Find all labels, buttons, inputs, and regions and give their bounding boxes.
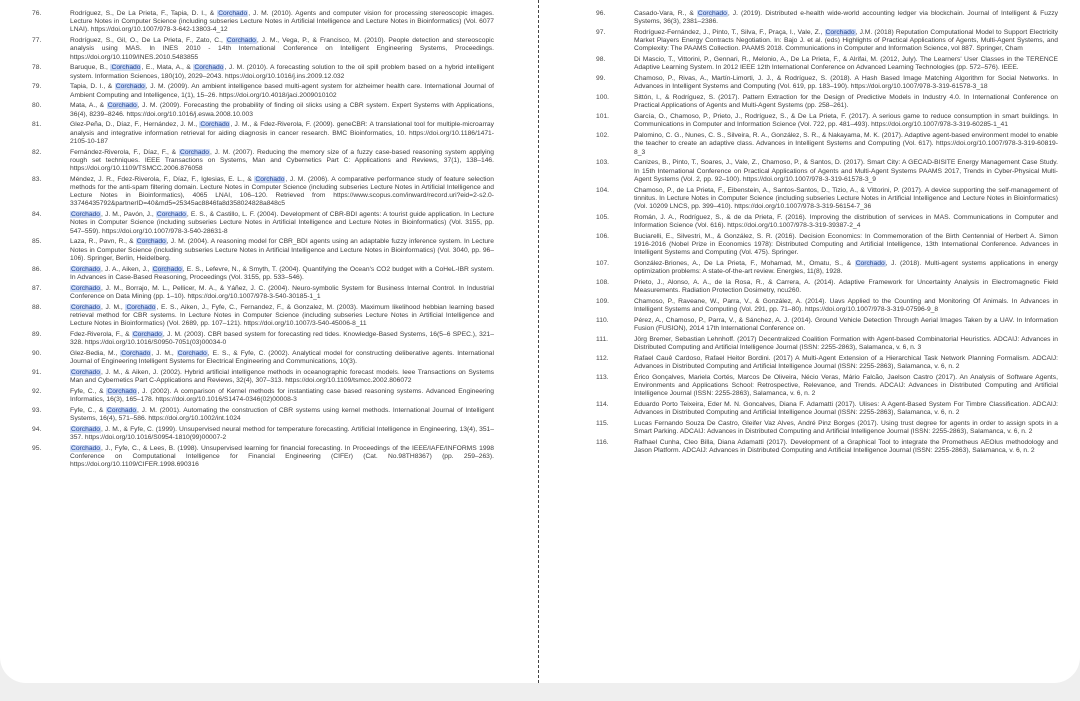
reference-entry xyxy=(596,374,1058,399)
reference-text: Tapia, D. I., & Corchado, J. M. (2009). An ambient intelligence based multi-agent system for alzheimer health care. International Journal of Ambient Computing and Intelligence, 1(1), 15–26. https://doi.org/10.4018/jaci.2009010102 xyxy=(70,83,495,99)
reference-number: 115. xyxy=(596,420,609,428)
reference-text: Lucas Fernando Souza De Castro, Gleifer Vaz Alves, André Pinz Borges (2017). Using trust degree for agents in order to assign spots in a Smart Parking. ADCAIJ: Advances in Distributed Computing and Artificial Intelligence Journal (ISSN: 2255-2863), Salamanca, v. 6, n. 2 xyxy=(634,420,1058,436)
reference-text: Chamoso, P., Raveane, W., Parra, V., & González, A. (2014). Uavs Applied to the Counting and Monitoring Of Animals. In Advances in Intelligent Systems and Computing (Vol. 291, pp. 71–80). https://doi.org/10.1007/978-3-319-07596-9_8 xyxy=(634,298,1058,314)
reference-number: 94. xyxy=(32,425,42,433)
reference-number: 92. xyxy=(32,387,42,395)
reference-entry xyxy=(32,285,494,301)
reference-entry xyxy=(32,211,494,236)
references-right-column xyxy=(596,10,1058,458)
reference-text: Rafael Cauê Cardoso, Rafael Heitor Bordini. (2017) A Multi-Agent Extension of a Hierarchical Task Network Planning Formalism. ADCAIJ: Advances in Distributed Computing and Artificial Intelligence Journal (ISSN: 2255-2863), Salamanca, v. 6, n. 2 xyxy=(634,355,1058,371)
reference-entry xyxy=(32,369,494,385)
reference-entry xyxy=(596,355,1058,371)
reference-number: 77. xyxy=(32,37,42,45)
reference-number: 112. xyxy=(596,355,609,363)
reference-number: 110. xyxy=(596,317,609,325)
highlighted-author: Corchado xyxy=(115,83,145,91)
reference-text: Di Mascio, T., Vittorini, P., Gennari, R., Melonio, A., De La Prieta, F., & Alrifai, M. (2012, July). The Learners' User Classes in the TERENCE Adaptive Learning System. In 2012 IEEE 12th International Conference on Advanced Learning Technologies (pp. 572–576). IEEE. xyxy=(634,56,1058,72)
reference-number: 96. xyxy=(596,10,606,17)
reference-number: 109. xyxy=(596,298,610,306)
reference-number: 113. xyxy=(596,374,609,382)
reference-number: 87. xyxy=(32,284,42,292)
reference-text: Méndez, J. R., Fdez-Riverola, F., Díaz, F., Iglesias, E. L., & Corchado, J. M. (2006). A comparative performance study of feature selection methods for the anti-spam filtering domain. Lecture Notes in Computer Science (including subseries Lecture Notes in Artificial Intelligence and Lecture Notes in Bioinformatics), 4065 LNAI, 106–120. Retrieved from https://www.scopus.com/inward/record.uri?eid=2-s2.0-33746435792&partnerID=40&md5=25345ac8846fa8d358024828a848c5 xyxy=(70,175,494,208)
highlighted-author: Corchado xyxy=(71,303,100,311)
reference-number: 101. xyxy=(596,113,610,121)
reference-number: 91. xyxy=(32,368,42,376)
highlighted-author: Corchado xyxy=(200,121,230,129)
reference-number: 86. xyxy=(32,265,42,273)
reference-text: Chamoso, P., Rivas, A., Martín-Limorti, J. J., & Rodríguez, S. (2018). A Hash Based Image Matching Algorithm for Social Networks. In Advances in Intelligent Systems and Computing (Vol. 619, pp. 183–190). https://doi.org/10.1007/978-3-319-61578-3_18 xyxy=(634,75,1058,91)
reference-number: 116. xyxy=(596,439,609,447)
reference-entry xyxy=(32,10,494,35)
highlighted-author: Corchado xyxy=(71,444,100,452)
reference-number: 98. xyxy=(596,56,606,64)
reference-text: Érico Gonçalves, Mariela Cortés, Marcos De Oliveira, Nécio Veras, Mário Falcão, Jaelson Castro (2017). An Analysis of Software Agents, Environments and Applications School: Retrospective, Relevance, and Trends. ADCAIJ: Advances in Distributed Computing and Artificial Intelligence Journal (ISSN: 2255-2863), Salamanca, v. 6, n. 2 xyxy=(634,374,1058,398)
reference-number: 95. xyxy=(32,444,42,452)
reference-number: 99. xyxy=(596,75,606,83)
highlighted-author: Corchado xyxy=(156,211,186,219)
reference-number: 78. xyxy=(32,64,42,72)
reference-number: 100. xyxy=(596,94,610,102)
reference-entry xyxy=(32,388,494,404)
reference-number: 93. xyxy=(32,406,42,414)
reference-entry xyxy=(596,233,1058,258)
reference-text: Corchado, J. M., Pavón, J., Corchado, E. S., & Castillo, L. F. (2004). Development of CBR-BDI agents: A tourist guide application. In Lecture Notes in Computer Science (including subseries Lecture Notes in Artificial Intelligence and Lecture Notes in Bioinformatics) (Vol. 3155, pp. 547–559). https://doi.org/10.1007/978-3-540-28631-8 xyxy=(70,211,494,235)
reference-text: Palomino, C. G., Nunes, C. S., Silveira, R. A., González, S. R., & Nakayama, M. K. (2017). Adaptive agent-based environment model to enable the teacher to create an adaptive class. Advances in Intelligent Systems and Computing (Vol. 617). https://doi.org/10.1007/978-3-319-60819-8_3 xyxy=(634,132,1058,156)
reference-number: 105. xyxy=(596,213,610,221)
reference-number: 79. xyxy=(32,83,42,91)
reference-entry xyxy=(596,260,1058,276)
reference-number: 103. xyxy=(596,159,610,167)
reference-number: 104. xyxy=(596,186,610,194)
highlighted-author: Corchado xyxy=(218,10,248,17)
reference-text: Fdez-Riverola, F., & Corchado, J. M. (2003). CBR based system for forecasting red tides. Knowledge-Based Systems, 16(5–6 SPEC.), 321–328. https://doi.org/10.1016/S0950-7051(03)00034-0 xyxy=(70,330,494,347)
reference-text: Corchado, J. M., & Aiken, J. (2002). Hybrid artificial intelligence methods in oceanographic forecast models. Ieee Transactions on Systems Man and Cybernetics Part C-Applications and Reviews, 32(4), 307–313. https://doi.org/10.1109/tsmcc.2002.806072 xyxy=(70,368,494,385)
reference-entry xyxy=(596,113,1058,129)
reference-entry xyxy=(32,238,494,263)
reference-text: Fyfe, C., & Corchado, J. (2002). A comparison of Kernel methods for instantiating case based reasoning systems. Advanced Engineering Informatics, 16(3), 165–178. https://doi.org/10.1016/S1474-0346(02)00008-3 xyxy=(70,387,494,404)
reference-number: 106. xyxy=(596,232,610,240)
reference-number: 108. xyxy=(596,279,610,287)
reference-number: 80. xyxy=(32,102,42,110)
reference-entry xyxy=(596,187,1058,212)
reference-number: 83. xyxy=(32,175,42,183)
reference-text: Casado-Vara, R., & Corchado, J. (2019). Distributed e-health wide-world accounting ledger via blockchain. Journal of Intelligent & Fuzzy Systems, 36(3), 2381–2386. xyxy=(634,10,1058,26)
highlighted-author: Corchado xyxy=(126,303,156,311)
reference-text: Rodríguez-Fernández, J., Pinto, T., Silva, F., Praça, I., Vale, Z., Corchado, J.M. (2018) Reputation Computational Model to Support Electricity Market Players Energy Contracts Negotiation. In: Bajo J. et al. (eds) Highlights of Practical Applications of Agents, Multi-Agent Systems, and Complexity: The PAAMS Collection. PAAMS 2018. Communications in Computer and Information Science, vol 887. Springer, Cham xyxy=(634,29,1058,53)
reference-text: Buciarelli, E., Silvestri, M., & González, S. R. (2016). Decision Economics: In Commemoration of the Birth Centennial of Herbert A. Simon 1916-2016 (Nobel Prize in Economics 1978): Distributed Computing and Artificial Intelligence, 13th International Conference. Advances in Intelligent Systems and Computing (Vol. 475). Springer. xyxy=(634,232,1058,257)
reference-text: Baruque, B., Corchado, E., Mata, A., & Corchado, J. M. (2010). A forecasting solution to the oil spill problem based on a hybrid intelligent system. Information Sciences, 180(10), 2029–2043. https://doi.org/10.1016/j.ins.2009.12.032 xyxy=(70,64,494,80)
reference-number: 90. xyxy=(32,349,42,357)
reference-entry xyxy=(32,407,494,423)
reference-text: Fernández-Riverola, F., Díaz, F., & Corchado, J. M. (2007). Reducing the memory size of a fuzzy case-based reasoning system applying rough set techniques. IEEE Transactions on Systems, Man and Cybernetics Part C: Applications and Reviews, 37(1), 138–146. https://doi.org/10.1109/TSMCC.2006.876058 xyxy=(70,148,494,173)
reference-text: Román, J. A., Rodríguez, S., & de da Prieta, F. (2016). Improving the distribution of services in MAS. Communications in Computer and Information Science (Vol. 616). https://doi.org/10.1007/978-3-319-39387-2_4 xyxy=(634,213,1058,230)
reference-entry xyxy=(32,83,494,99)
reference-entry xyxy=(32,304,494,329)
reference-text: González-Briones, A., De La Prieta, F., Mohamad, M., Omatu, S., & Corchado, J. (2018). Multi-agent systems applications in energy optimization problems: A state-of-the-art review. Energies, 11(8), 1928. xyxy=(634,260,1058,276)
highlighted-author: Corchado xyxy=(71,265,100,273)
highlighted-author: Corchado xyxy=(855,260,885,268)
reference-text: Corchado, J. A., Aiken, J., Corchado, E. S., Lefevre, N., & Smyth, T. (2004). Quantifying the Ocean's CO2 budget with a CoHeL-IBR system. In Advances in Case-Based Reasoning, Proceedings (Vol. 3155, pp. 533–546). xyxy=(70,265,495,281)
highlighted-author: Corchado xyxy=(71,425,100,433)
highlighted-author: Corchado xyxy=(825,29,855,36)
reference-number: 76. xyxy=(32,10,42,17)
reference-number: 81. xyxy=(32,121,42,129)
reference-text: Corchado, J. M., & Fyfe, C. (1999). Unsupervised neural method for temperature forecasting. Artificial Intelligence in Engineering, 13(4), 351–357. https://doi.org/10.1016/S0954-1810(99)00007-2 xyxy=(70,425,494,442)
reference-number: 89. xyxy=(32,330,42,338)
highlighted-author: Corchado xyxy=(71,211,100,219)
reference-entry xyxy=(32,426,494,442)
reference-text: Rodríguez, S., Gil, O., De La Prieta, F., Zato, C., Corchado, J. M., Vega, P., & Francisco, M. (2010). People detection and stereoscopic analysis using MAS. In INES 2010 - 14th International Conference on Intelligent Engineering Systems, Proceedings. https://doi.org/10.1109/INES.2010.5483855 xyxy=(70,37,495,61)
reference-text: Rafhael Cunha, Cleo Billa, Diana Adamatti (2017). Development of a Graphical Tool to integrate the Prometheus AEOlus methodology and Jason Platform. ADCAIJ: Advances in Distributed Computing and Artificial Intelligence Journal (ISSN: 2255-2863), Salamanca, v. 6, n. 2 xyxy=(634,439,1058,455)
highlighted-author: Corchado xyxy=(107,387,137,395)
reference-entry xyxy=(32,176,494,209)
reference-entry xyxy=(32,350,494,366)
reference-text: Prieto, J., Alonso, A. A., de la Rosa, R., & Carrera, A. (2014). Adaptive Framework for Uncertainty Analysis in Electromagnetic Field Measurements. Radiation Protection Dosimetry, ncu260. xyxy=(634,279,1058,295)
reference-text: Canizes, B., Pinto, T., Soares, J., Vale, Z., Chamoso, P., & Santos, D. (2017). Smart City: A GECAD-BISITE Energy Management Case Study. In 15th International Conference on Practical Applications of Agents and Multi-Agent Systems PAAMS 2017, Trends in Cyber-Physical Multi-Agent Systems (Vol. 2, pp. 92–100). https://doi.org/10.1007/978-3-319-61578-3_9 xyxy=(634,159,1058,183)
reference-entry xyxy=(32,37,494,62)
highlighted-author: Corchado xyxy=(121,349,151,357)
reference-entry xyxy=(32,64,494,80)
reference-number: 88. xyxy=(32,303,42,311)
reference-number: 85. xyxy=(32,238,42,246)
reference-entry xyxy=(596,336,1058,352)
reference-entry xyxy=(596,317,1058,333)
reference-entry xyxy=(596,420,1058,436)
reference-text: Laza, R., Pavn, R., & Corchado, J. M. (2004). A reasoning model for CBR_BDI agents using an adaptable fuzzy inference system. In Lecture Notes in Computer Science (including subseries Lecture Notes in Artificial Intelligence and Lecture Notes in Bioinformatics) (Vol. 3040, pp. 96–106). Springer, Berlin, Heidelberg. xyxy=(70,238,494,262)
reference-text: Rodríguez, S., De La Prieta, F., Tapia, D. I., & Corchado, J. M. (2010). Agents and computer vision for processing stereoscopic images. Lecture Notes in Computer Science (including subseries Lecture Notes in Artificial Intelligence and Lecture Notes in Bioinformatics) (Vol. 6077 LNAI). https://doi.org/10.1007/978-3-642-13803-4_12 xyxy=(70,10,494,34)
reference-number: 97. xyxy=(596,29,606,36)
highlighted-author: Corchado xyxy=(152,265,182,273)
reference-number: 102. xyxy=(596,132,610,140)
reference-entry xyxy=(596,214,1058,230)
reference-text: Corchado, J. M., Corchado, E. S., Aiken, J., Fyfe, C., Fernandez, F., & Gonzalez, M. (2003). Maximum likelihood hebbian learning based retrieval method for CBR systems. In Lecture Notes in Computer Science (including subseries Lecture Notes in Artificial Intelligence and Lecture Notes in Bioinformatics) (Vol. 2689, pp. 107–121). https://doi.org/10.1007/3-540-45006-8_11 xyxy=(70,303,495,328)
reference-entry xyxy=(32,149,494,174)
reference-number: 111. xyxy=(596,336,609,344)
highlighted-author: Corchado xyxy=(71,284,100,292)
highlighted-author: Corchado xyxy=(111,64,141,72)
reference-entry xyxy=(596,94,1058,110)
reference-entry xyxy=(596,10,1058,26)
highlighted-author: Corchado xyxy=(177,349,207,357)
references-left-column xyxy=(32,10,494,472)
reference-entry xyxy=(32,266,494,282)
reference-entry xyxy=(596,132,1058,157)
reference-text: Corchado, J., Fyfe, C., & Lees, B. (1998). Unsupervised learning for financial forecasting. In Proceedings of the IEEE/IAFE/INFORMS 1998 Conference on Computational Intelligence for Financial Engineering (CIFEr) (Cat. No.98TH8367) (pp. 259–263). https://doi.org/10.1109/CIFER.1998.690316 xyxy=(70,444,494,469)
reference-entry xyxy=(32,121,494,146)
reference-entry xyxy=(32,331,494,347)
reference-entry xyxy=(596,439,1058,455)
highlighted-author: Corchado xyxy=(71,368,100,376)
reference-entry xyxy=(596,29,1058,54)
reference-number: 107. xyxy=(596,260,610,268)
reference-entry xyxy=(596,279,1058,295)
highlighted-author: Corchado xyxy=(194,64,224,72)
reference-number: 84. xyxy=(32,211,42,219)
highlighted-author: Corchado xyxy=(132,330,162,338)
highlighted-author: Corchado xyxy=(107,102,137,110)
reference-text: García, O., Chamoso, P., Prieto, J., Rodríguez, S., & De La Prieta, F. (2017). A serious game to reduce consumption in smart buildings. In Communications in Computer and Information Science (Vol. 722, pp. 481–493). https://doi.org/10.1007/978-3-319-60285-1_41 xyxy=(634,113,1058,129)
reference-text: Eduardo Porto Teixeira, Eder M. N. Goncalves, Diana F. Adamatti (2017). Ulises: A Agent-Based System For Timbre Classification. ADCAIJ: Advances in Distributed Computing and Artificial Intelligence Journal (ISSN: 2255-2863), Salamanca, v. 6, n. 2 xyxy=(634,401,1058,417)
highlighted-author: Corchado xyxy=(136,238,166,246)
reference-number: 114. xyxy=(596,401,609,409)
reference-text: Pérez, A., Chamoso, P., Parra, V., & Sánchez, A. J. (2014). Ground Vehicle Detection Through Aerial Images Taken by a UAV. In Information Fusion (FUSION), 2014 17th International Conference on. xyxy=(634,317,1058,333)
reference-entry xyxy=(32,445,494,470)
reference-text: Chamoso, P., de La Prieta, F., Eibenstein, A., Santos-Santos, D., Tizio, A., & Vittorini, P. (2017). A device supporting the self-management of tinnitus. In Lecture Notes in Computer Science (including subseries Lecture Notes in Artificial Intelligence and Lecture Notes in Bioinformatics) (Vol. 10209 LNCS, pp. 399–410). https://doi.org/10.1007/978-3-319-56154-7_36 xyxy=(634,186,1058,211)
reference-text: Glez-Peña, D., Díaz, F., Hernández, J. M., Corchado, J. M., & Fdez-Riverola, F. (2009). geneCBR: A translational tool for multiple-microarray analysis and integrative information retrieval for aiding diagnosis in cancer research. BMC Bioinformatics, 10. https://doi.org/10.1186/1471-2105-10-187 xyxy=(70,121,494,145)
reference-entry xyxy=(596,75,1058,91)
reference-text: Corchado, J. M., Borrajo, M. L., Pellicer, M. A., & Yáñez, J. C. (2004). Neuro-symbolic System for Business Internal Control. In Industrial Conference on Data Mining (pp. 1–10). https://doi.org/10.1007/978-3-540-30185-1_1 xyxy=(70,284,494,300)
reference-text: Glez-Bedia, M., Corchado, J. M., Corchado, E. S., & Fyfe, C. (2002). Analytical model for constructing deliberative agents. International Journal of Engineering Intelligent Systems for Electrical Engineering and Communications, 10(3). xyxy=(70,349,494,366)
highlighted-author: Corchado xyxy=(697,10,727,17)
reference-entry xyxy=(596,401,1058,417)
highlighted-author: Corchado xyxy=(255,175,285,183)
highlighted-author: Corchado xyxy=(179,148,209,156)
column-divider xyxy=(538,0,539,683)
reference-text: Fyfe, C., & Corchado, J. M. (2001). Automating the construction of CBR systems using kernel methods. International Journal of Intelligent Systems, 16(4), 571–586. https://doi.org/10.1002/int.1024 xyxy=(70,406,494,423)
highlighted-author: Corchado xyxy=(226,37,256,45)
reference-text: Jörg Bremer, Sebastian Lehnhoff. (2017) Decentralized Coalition Formation with Agent-based Combinatorial Heuristics. ADCAIJ: Advances in Distributed Computing and Artificial Intelligence Journal (ISSN: 2255-2863), Salamanca, v. 6, n. 3 xyxy=(634,336,1058,352)
reference-text: Sittón, I., & Rodríguez, S. (2017). Pattern Extraction for the Design of Predictive Models in Industry 4.0. In International Conference on Practical Applications of Agents and Multi-Agent Systems (pp. 258–261). xyxy=(634,94,1058,110)
reference-entry xyxy=(596,159,1058,184)
highlighted-author: Corchado xyxy=(107,406,137,414)
reference-entry xyxy=(596,56,1058,72)
reference-entry xyxy=(596,298,1058,314)
reference-number: 82. xyxy=(32,148,42,156)
reference-entry xyxy=(32,102,494,118)
reference-text: Mata, A., & Corchado, J. M. (2009). Forecasting the probability of finding oil slicks using a CBR system. Expert Systems with Applications, 36(4), 8239–8246. https://doi.org/10.1016/j.eswa.2008.10.003 xyxy=(70,102,494,118)
